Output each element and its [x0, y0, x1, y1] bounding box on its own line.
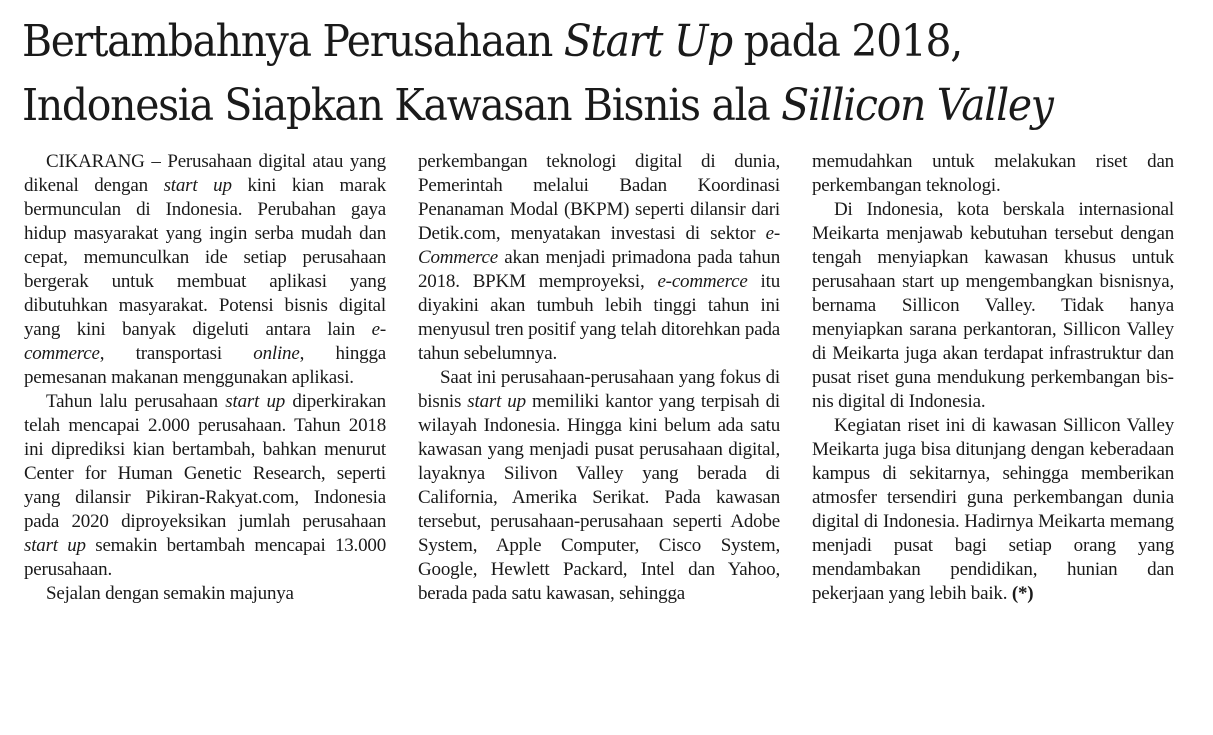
headline-line-1: [22, 10, 1115, 74]
paragraph-text: , hingga pemesanan makanan menggunakan aplikasi.: [24, 343, 386, 388]
paragraph: [812, 414, 1174, 606]
paragraph-text: Kegiatan riset ini di kawasan Sillicon Valley Meikarta juga bisa ditunjang dengan keberadaan kampus di sekitarnya, sehingga memberikan atmosfer tersendiri guna perkembangan dunia digital di Indonesia. Hadirnya Meikarta memang menjadi pusat bagi setiap orang yang mendambakan pendidikan, hunian dan pekerjaan yang lebih baik.: [812, 415, 1174, 604]
headline-text: Indonesia Siapkan Kawasan Bisnis ala: [22, 80, 782, 131]
paragraph-text: akan menjadi primadona pada tahun 2018. BPKM memproyeksi,: [418, 247, 780, 292]
paragraph-text: itu diyakini akan tumbuh lebih tinggi tahun ini menyusul tren positif yang telah ditorehkan pada tahun sebelumnya.: [418, 271, 780, 364]
paragraph: [24, 390, 386, 582]
headline-emphasis: Sillicon Valley: [781, 80, 1053, 131]
paragraph-text: kini kian marak bermunculan di Indonesia. Perubahan gaya hidup masyarakat yang ingin serba mudah dan cepat, memunculkan ide setiap perusahaan bergerak untuk membuat aplikasi yang dibutuhkan masyarakat. Potensi bisnis digital yang kini banyak digeluti antara lain: [24, 175, 386, 340]
column-1: [24, 150, 386, 710]
italic-term: e-Commerce: [418, 223, 780, 268]
paragraph: Sejalan dengan semakin majunya: [46, 583, 294, 604]
column-3: [812, 150, 1174, 710]
italic-term: online: [253, 343, 300, 364]
headline-text: pada 2018,: [731, 16, 962, 67]
end-mark: (*): [1011, 583, 1034, 604]
article-body: [24, 150, 1174, 710]
paragraph-text: CIKARANG – Perusahaan digital atau yang dikenal dengan: [24, 151, 386, 196]
paragraph-text: semakin bertambah mencapai 13.000 perusahaan.: [24, 535, 387, 580]
paragraph-text: diperkirakan telah mencapai 2.000 perusahaan. Tahun 2018 ini diprediksi kian bertambah, bahkan menurut Center for Human Genetic Research, seperti yang dilansir Pikiran-Rakyat.com, Indonesia pada 2020 diproyeksikan jumlah perusahaan: [24, 391, 386, 532]
paragraph-text: Saat ini perusahaan-perusahaan yang fokus di bisnis: [418, 367, 780, 412]
paragraph: [418, 366, 780, 606]
headline-emphasis: Start Up: [563, 16, 732, 67]
italic-term: e-commerce: [24, 319, 386, 364]
paragraph-text: memiliki kantor yang terpisah di wilayah Indonesia. Hingga kini belum ada satu kawasan yang menjadi pusat perusahaan digital, layaknya Silivon Valley yang berada di California, Amerika Serikat. Pada kawasan tersebut, perusahaan-perusahaan seperti Adobe System, Apple Computer, Cisco System, Google, Hewlett Packard, Intel dan Yahoo, berada pada satu kawasan, sehingga: [418, 391, 781, 604]
paragraph: memudahkan untuk melakukan riset dan perkembangan teknologi.: [812, 151, 1174, 196]
paragraph: [418, 150, 780, 366]
italic-term: e-commerce: [657, 271, 748, 292]
italic-term: start up: [467, 391, 526, 412]
paragraph-text: Tahun lalu perusahaan: [46, 391, 226, 412]
italic-term: start up: [163, 175, 232, 196]
column-2: [418, 150, 780, 710]
paragraph: Di Indonesia, kota berskala internasional Meikarta menjawab kebutuhan tersebut dengan tengah menyiapkan kawasan khusus untuk perusahaan start up mengembangkan bisnisnya, bernama Sillicon Valley. Tidak hanya menyiapkan sarana perkantoran, Sillicon Valley di Meikarta juga akan terdapat infrastruktur dan pusat riset guna mendukung perkembangan bisnis digital di Indonesia.: [812, 199, 1174, 412]
headline-text: Bertambahnya Perusahaan: [22, 16, 564, 67]
paragraph-text: perkembangan teknologi digital di dunia, Pemerintah melalui Badan Koordinasi Penanaman Modal (BKPM) seperti dilansir dari Detik.com, menyatakan investasi di sektor: [418, 151, 780, 244]
headline-line-2: [22, 74, 1115, 138]
italic-term: start up: [24, 535, 86, 556]
paragraph-text: , transportasi: [99, 343, 254, 364]
italic-term: start up: [225, 391, 286, 412]
paragraph: [24, 150, 386, 390]
headline: [22, 10, 1115, 138]
